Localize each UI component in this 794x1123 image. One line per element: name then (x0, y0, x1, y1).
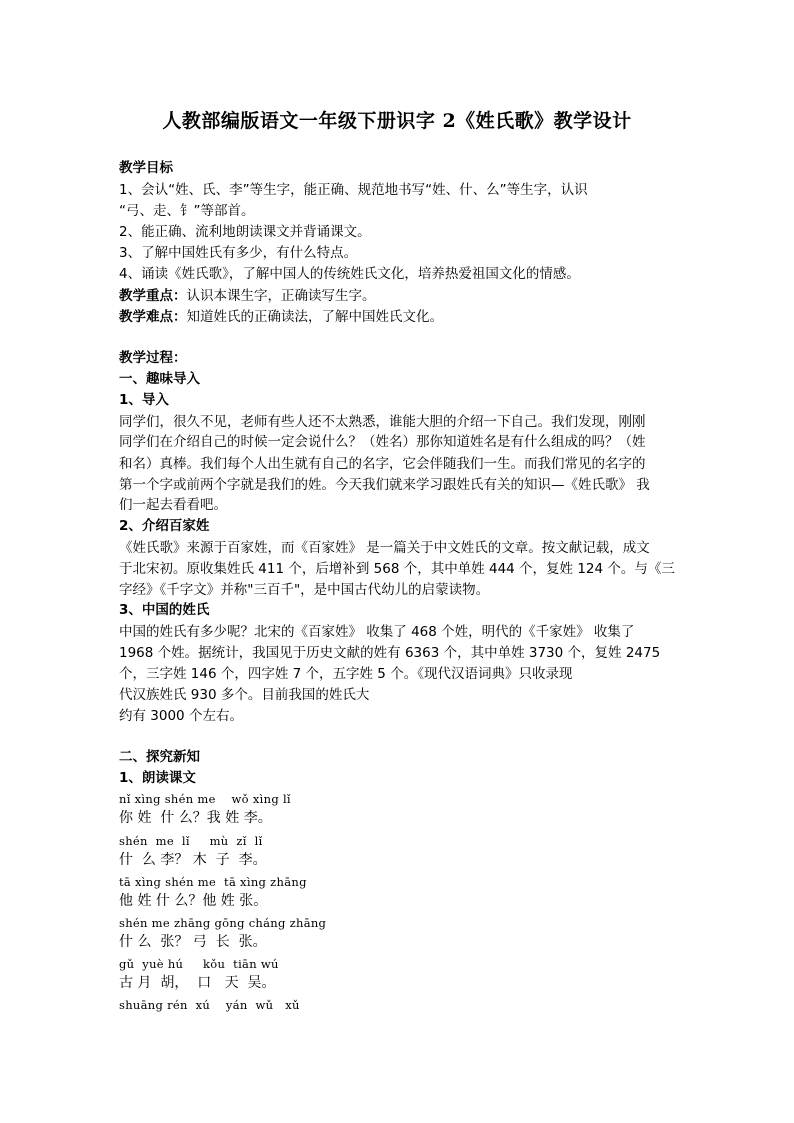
hanzi-line: 什 么 张？ 弓 长 张。 (119, 934, 267, 950)
hanzi-line: 古 月 胡， 口 天 吴。 (119, 975, 276, 991)
objective-2: 2、能正确、流利地朗读课文并背诵课文。 (119, 224, 371, 240)
pinyin-line: nǐ xìng shén me wǒ xìng lǐ (119, 792, 291, 806)
part-two-heading: 二、探究新知 (119, 749, 200, 765)
read-text-subheading: 1、朗读课文 (119, 770, 196, 786)
objective-1-line-1: 1、会认“姓、氏、李”等生字，能正确、规范地书写“姓、什、么”等生字，认识 (119, 182, 588, 198)
objective-3: 3、了解中国姓氏有多少，有什么特点。 (119, 245, 358, 261)
paragraph-line: 于北宋初。原收集姓氏 411 个，后增补到 568 个，其中单姓 444 个，复姓 124 个。与《三 (119, 561, 675, 577)
paragraph-line: 中国的姓氏有多少呢？北宋的《百家姓》 收集了 468 个姓，明代的《千家姓》 收集了 (119, 624, 635, 640)
part-one-heading: 一、趣味导入 (119, 371, 200, 387)
paragraph-line: 1968 个姓。据统计，我国见于历史文献的姓有 6363 个，其中单姓 3730 个，复姓 2475 (119, 645, 661, 661)
baijiaxing-subheading: 2、介绍百家姓 (119, 518, 210, 534)
paragraph-line: 约有 3000 个左右。 (119, 708, 243, 724)
paragraph-line: 同学们在介绍自己的时候一定会说什么？（姓名）那你知道姓名是有什么组成的吗？（姓 (119, 434, 646, 450)
section-heading-process: 教学过程： (119, 350, 187, 366)
key-points-label: 教学重点： (119, 288, 187, 304)
pinyin-line: shuāng rén xú yán wǔ xǔ (119, 998, 300, 1012)
objective-1-line-2: “弓、走、钅”等部首。 (119, 203, 255, 219)
paragraph-line: 《姓氏歌》来源于百家姓，而《百家姓》 是一篇关于中文姓氏的文章。按文献记载，成文 (119, 540, 650, 556)
chinese-surnames-subheading: 3、中国的姓氏 (119, 602, 210, 618)
section-heading-objectives: 教学目标 (119, 160, 173, 176)
pinyin-line: tā xìng shén me tā xìng zhāng (119, 875, 307, 889)
paragraph-line: 们一起去看看吧。 (119, 497, 227, 513)
paragraph-line: 个，三字姓 146 个，四字姓 7 个，五字姓 5 个。《现代汉语词典》只收录现 (119, 666, 573, 682)
key-points-line (119, 287, 376, 305)
key-points-text: 认识本课生字，正确读写生字。 (186, 288, 376, 304)
objective-4: 4、诵读《姓氏歌》，了解中国人的传统姓氏文化，培养热爱祖国文化的情感。 (119, 266, 580, 282)
paragraph-line: 同学们，很久不见，老师有些人还不太熟悉，谁能大胆的介绍一下自己。我们发现，刚刚 (119, 414, 646, 430)
difficulties-line (119, 308, 443, 326)
hanzi-line: 什 么 李？ 木 子 李。 (119, 852, 267, 868)
difficulties-label: 教学难点： (119, 309, 187, 325)
document-title: 人教部编版语文一年级下册识字 2《姓氏歌》教学设计 (162, 110, 632, 132)
hanzi-line: 你 姓 什 么？我 姓 李。 (119, 810, 272, 826)
paragraph-line: 第一个字或前两个字就是我们的姓。今天我们就来学习跟姓氏有关的知识—《姓氏歌》 我 (119, 477, 650, 493)
paragraph-line: 字经》《千字文》并称"三百千"，是中国古代幼儿的启蒙读物。 (119, 582, 490, 598)
paragraph-line: 代汉族姓氏 930 多个。目前我国的姓氏大 (119, 687, 370, 703)
pinyin-line: shén me zhāng gōng cháng zhāng (119, 916, 327, 930)
pinyin-line: gǔ yuè hú kǒu tiān wú (119, 957, 279, 971)
intro-subheading: 1、导入 (119, 392, 169, 408)
difficulties-text: 知道姓氏的正确读法，了解中国姓氏文化。 (186, 309, 443, 325)
hanzi-line: 他 姓 什 么？他 姓 张。 (119, 893, 268, 909)
paragraph-line: 和名）真棒。我们每个人出生就有自己的名字，它会伴随我们一生。而我们常见的名字的 (119, 456, 646, 472)
pinyin-line: shén me lǐ mù zǐ lǐ (119, 834, 263, 848)
